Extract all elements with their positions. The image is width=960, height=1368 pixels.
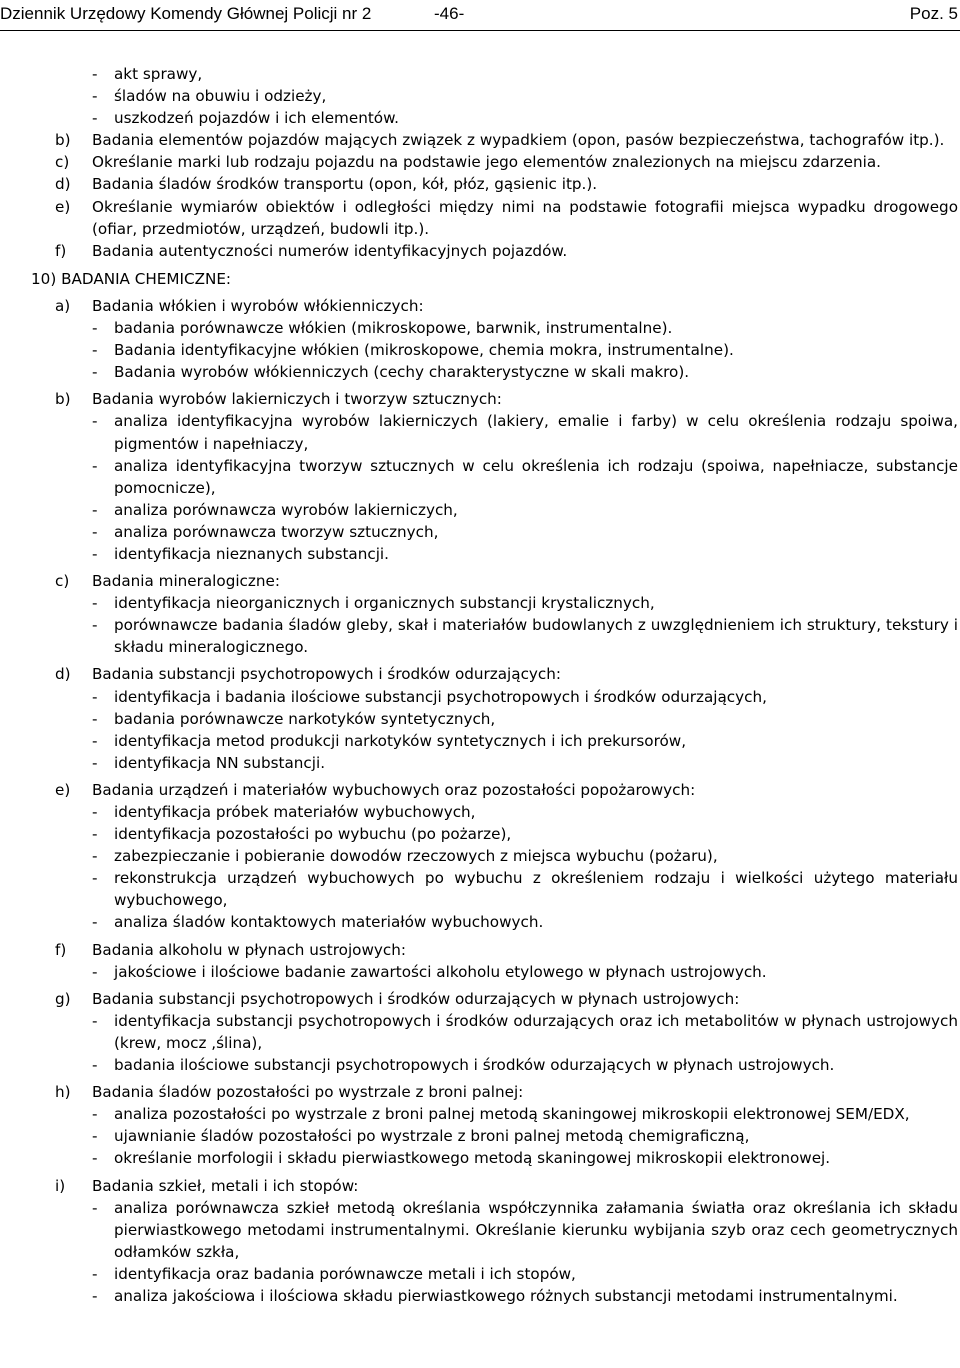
list-item: [0, 196, 960, 240]
item-marker: e): [55, 780, 71, 799]
item-marker: -: [92, 1198, 98, 1217]
item-marker: e): [55, 197, 71, 216]
item-text: Badania elementów pojazdów mających związek z wypadkiem (opon, pasów bezpieczeństwa, tachografów itp.).: [92, 131, 945, 150]
item-text: Badania wyrobów lakierniczych i tworzyw sztucznych:: [92, 390, 502, 409]
journal-title: Dziennik Urzędowy Komendy Głównej Policji nr 2: [0, 4, 372, 23]
item-marker: -: [92, 753, 98, 772]
item-marker: -: [92, 456, 98, 475]
bullet-item: [0, 1285, 960, 1307]
item-marker: -: [92, 616, 98, 635]
bullet-item: [0, 801, 960, 823]
item-text: identyfikacja substancji psychotropowych i środków odurzających oraz ich metabolitów w płynach ustrojowych (krew, mocz ,ślina),: [114, 1011, 958, 1052]
item-marker: -: [92, 341, 98, 360]
list-item: [0, 129, 960, 151]
item-marker: -: [92, 869, 98, 888]
item-text: identyfikacja próbek materiałów wybuchowych,: [114, 803, 476, 821]
item-text: identyfikacja metod produkcji narkotyków syntetycznych i ich prekursorów,: [114, 731, 687, 750]
bullet-item: [0, 339, 960, 361]
item-marker: i): [55, 1176, 66, 1195]
item-marker: -: [92, 913, 98, 932]
page-header: [0, 0, 960, 31]
item-text: śladów na obuwiu i odzieży,: [114, 87, 327, 106]
item-marker: f): [55, 241, 67, 260]
item-marker: b): [55, 390, 71, 409]
list-item: [0, 663, 960, 685]
item-text: Badania mineralogiczne:: [92, 572, 280, 591]
item-text: ujawnianie śladów pozostałości po wystrzale z broni palnej metodą chemigraficzną,: [114, 1127, 750, 1146]
item-text: uszkodzeń pojazdów i ich elementów.: [114, 109, 399, 128]
bullet-item: [0, 455, 960, 499]
item-text: Badania substancji psychotropowych i środków odurzających w płynach ustrojowych:: [92, 989, 740, 1008]
item-text: identyfikacja nieznanych substancji.: [114, 544, 389, 563]
item-text: analiza pozostałości po wystrzale z broni palnej metodą skaningowej mikroskopii elektronowej SEM/EDX,: [114, 1105, 910, 1124]
item-marker: c): [55, 153, 70, 172]
item-text: analiza śladów kontaktowych materiałów wybuchowych.: [114, 913, 544, 932]
item-text: Badania śladów środków transportu (opon, kół, płóz, gąsienic itp.).: [92, 175, 598, 194]
item-text: Badania włókien i wyrobów włókienniczych:: [92, 296, 424, 315]
item-marker: c): [55, 572, 70, 591]
position-number: Poz. 5: [909, 4, 958, 23]
bullet-item: [0, 730, 960, 752]
bullet-item: [0, 614, 960, 658]
item-text: badania porównawcze włókien (mikroskopowe, barwnik, instrumentalne).: [114, 319, 673, 338]
item-text: identyfikacja nieorganicznych i organicznych substancji krystalicznych,: [114, 594, 655, 613]
page-number: -46-: [434, 4, 465, 23]
list-item: [0, 1081, 960, 1103]
item-marker: -: [92, 825, 98, 844]
item-marker: -: [92, 500, 98, 519]
item-marker: -: [92, 109, 98, 128]
item-text: badania ilościowe substancji psychotropowych i środków odurzających w płynach ustrojowych.: [114, 1056, 835, 1075]
item-marker: -: [92, 363, 98, 382]
item-marker: -: [92, 1056, 98, 1075]
item-marker: -: [92, 65, 98, 83]
bullet-item: [0, 1263, 960, 1285]
list-item: [0, 988, 960, 1010]
bullet-item: [0, 867, 960, 911]
bullet-item: [0, 911, 960, 933]
bullet-item: [0, 499, 960, 521]
item-text: analiza identyfikacyjna wyrobów lakierniczych (lakiery, emalie i farby) w celu określenia rodzaju spoiwa, pigmentów i napełniaczy,: [114, 412, 958, 453]
item-text: identyfikacja oraz badania porównawcze metali i ich stopów,: [114, 1264, 576, 1283]
list-item: [0, 240, 960, 262]
item-marker: h): [55, 1083, 71, 1102]
item-marker: g): [55, 989, 71, 1008]
bullet-item: [0, 686, 960, 708]
item-marker: b): [55, 131, 71, 150]
item-marker: -: [92, 962, 98, 981]
item-text: Określanie wymiarów obiektów i odległości między nimi na podstawie fotografii miejsca wypadku drogowego (ofiar, przedmiotów, urządzeń, budowli itp.).: [92, 197, 958, 238]
bullet-item: [0, 1054, 960, 1076]
bullet-item: [0, 1147, 960, 1169]
item-marker: a): [55, 296, 71, 315]
item-marker: -: [92, 319, 98, 338]
bullet-item: [0, 708, 960, 730]
item-marker: -: [92, 731, 98, 750]
list-item: [0, 173, 960, 195]
item-text: Badania wyrobów włókienniczych (cechy charakterystyczne w skali makro).: [114, 363, 690, 382]
item-text: identyfikacja i badania ilościowe substancji psychotropowych i środków odurzających,: [114, 687, 767, 706]
item-marker: -: [92, 1105, 98, 1124]
item-text: badania porównawcze narkotyków syntetycznych,: [114, 709, 496, 728]
item-text: określanie morfologii i składu pierwiastkowego metodą skaningowej mikroskopii elektronowej.: [114, 1149, 831, 1168]
list-item: [0, 939, 960, 961]
item-text: analiza porównawcza szkieł metodą określania współczynnika załamania światła oraz określania ich składu pierwiastkowego metodami instrumentalnymi. Określanie kierunku wybijania szyb oraz cech geometrycznych odłamków szkła,: [114, 1198, 958, 1261]
item-text: identyfikacja NN substancji.: [114, 753, 326, 772]
item-marker: -: [92, 1264, 98, 1283]
bullet-item: [0, 1103, 960, 1125]
bullet-item: [0, 107, 960, 129]
document-body: [0, 63, 960, 1307]
item-marker: -: [92, 803, 98, 821]
list-item: [0, 779, 960, 801]
item-text: akt sprawy,: [114, 65, 203, 83]
bullet-item: [0, 85, 960, 107]
item-text: identyfikacja pozostałości po wybuchu (po pożarze),: [114, 825, 512, 844]
list-item: [0, 295, 960, 317]
item-text: zabezpieczanie i pobieranie dowodów rzeczowych z miejsca wybuchu (pożaru),: [114, 847, 718, 866]
item-text: porównawcze badania śladów gleby, skał i materiałów budowlanych z uwzględnieniem ich struktury, tekstury i składu mineralogicznego.: [114, 616, 958, 657]
item-marker: f): [55, 940, 67, 959]
bullet-item: [0, 845, 960, 867]
item-text: Określanie marki lub rodzaju pojazdu na podstawie jego elementów znalezionych na miejscu zdarzenia.: [92, 153, 881, 172]
item-marker: -: [92, 687, 98, 706]
bullet-item: [0, 63, 960, 85]
item-marker: -: [92, 544, 98, 563]
item-marker: d): [55, 665, 71, 684]
bullet-item: [0, 752, 960, 774]
item-text: Badania urządzeń i materiałów wybuchowych oraz pozostałości popożarowych:: [92, 780, 696, 799]
bullet-item: [0, 1197, 960, 1263]
item-text: analiza porównawcza wyrobów lakierniczych,: [114, 500, 458, 519]
item-text: jakościowe i ilościowe badanie zawartości alkoholu etylowego w płynach ustrojowych.: [114, 962, 767, 981]
bullet-item: [0, 592, 960, 614]
item-marker: -: [92, 522, 98, 541]
item-marker: -: [92, 1127, 98, 1146]
item-text: rekonstrukcja urządzeń wybuchowych po wybuchu z określeniem rodzaju i wielkości użytego materiału wybuchowego,: [114, 869, 958, 910]
item-marker: -: [92, 709, 98, 728]
item-text: Badania alkoholu w płynach ustrojowych:: [92, 940, 406, 959]
item-marker: -: [92, 847, 98, 866]
item-text: Badania szkieł, metali i ich stopów:: [92, 1176, 359, 1195]
list-item: [0, 388, 960, 410]
item-marker: -: [92, 87, 98, 106]
item-marker: d): [55, 175, 71, 194]
list-item: [0, 1175, 960, 1197]
item-text: analiza identyfikacyjna tworzyw sztucznych w celu określenia ich rodzaju (spoiwa, napełniacze, substancje pomocnicze),: [114, 456, 958, 497]
bullet-item: [0, 1010, 960, 1054]
bullet-item: [0, 1125, 960, 1147]
bullet-item: [0, 317, 960, 339]
item-marker: -: [92, 1286, 98, 1305]
item-text: Badania substancji psychotropowych i środków odurzających:: [92, 665, 561, 684]
bullet-item: [0, 961, 960, 983]
list-item: [0, 151, 960, 173]
bullet-item: [0, 410, 960, 454]
item-text: Badania autentyczności numerów identyfikacyjnych pojazdów.: [92, 241, 568, 260]
item-text: analiza porównawcza tworzyw sztucznych,: [114, 522, 439, 541]
item-marker: -: [92, 1011, 98, 1030]
bullet-item: [0, 543, 960, 565]
bullet-item: [0, 521, 960, 543]
item-marker: -: [92, 412, 98, 431]
item-marker: -: [92, 594, 98, 613]
item-text: Badania śladów pozostałości po wystrzale z broni palnej:: [92, 1083, 524, 1102]
bullet-item: [0, 823, 960, 845]
list-item: [0, 570, 960, 592]
item-marker: -: [92, 1149, 98, 1168]
section-heading: 10) BADANIA CHEMICZNE:: [31, 269, 232, 288]
item-text: analiza jakościowa i ilościowa składu pierwiastkowego różnych substancji metodami instrumentalnymi.: [114, 1286, 898, 1305]
item-text: Badania identyfikacyjne włókien (mikroskopowe, chemia mokra, instrumentalne).: [114, 341, 734, 360]
bullet-item: [0, 361, 960, 383]
